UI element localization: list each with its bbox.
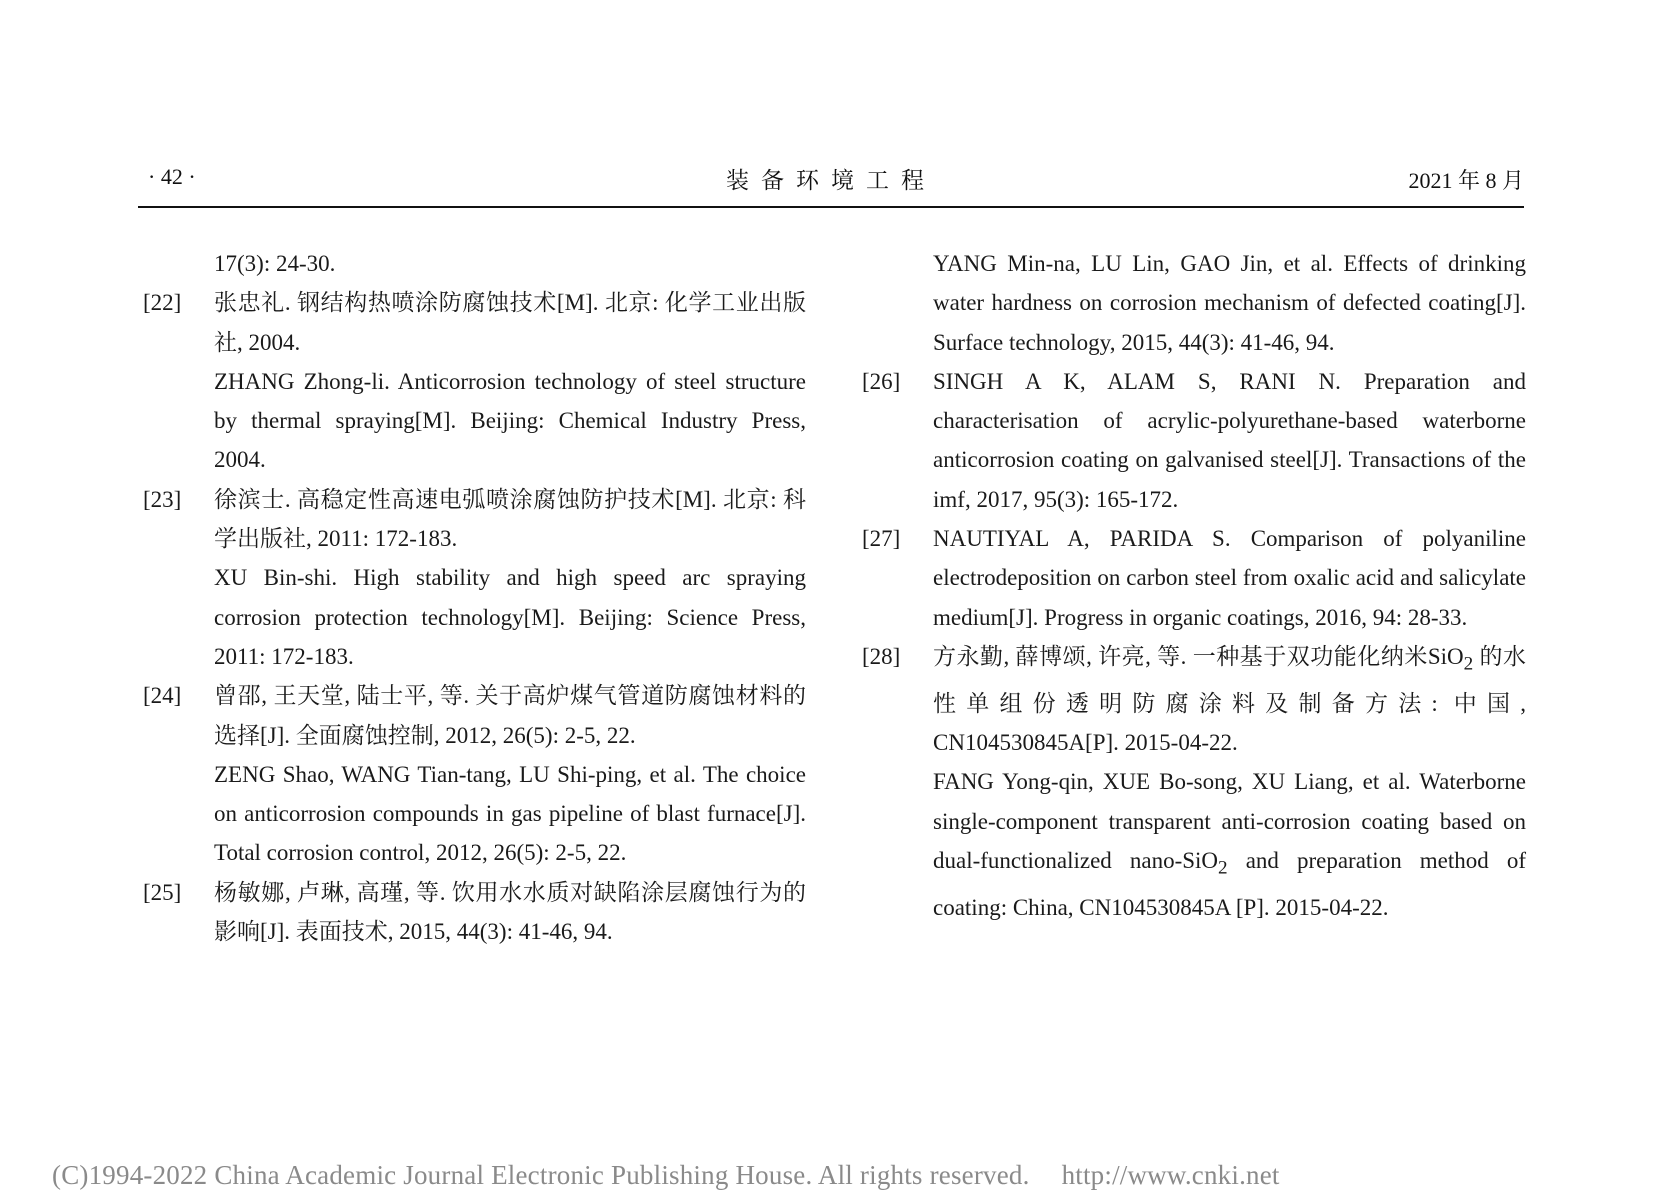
- reference-body: [214, 283, 806, 479]
- reference-24: [143, 676, 806, 872]
- reference-27: [862, 519, 1526, 637]
- reference-25: [143, 873, 806, 952]
- reference-english-part: FANG Yong-qin, XUE Bo-song, XU Liang, et al. Waterborne single-component transparent anti-corrosion coating based on dual-functionalized nano-SiO: [933, 769, 1526, 874]
- reference-english: [933, 762, 1526, 927]
- running-header: [138, 160, 1524, 200]
- reference-body: [933, 637, 1526, 927]
- left-column: [143, 244, 806, 951]
- subscript: 2: [1463, 653, 1474, 675]
- reference-body: [214, 873, 806, 952]
- reference-number: [23]: [143, 486, 182, 512]
- copyright-footer: [52, 1160, 1612, 1191]
- cnki-link[interactable]: http://www.cnki.net: [1061, 1160, 1280, 1190]
- copyright-text: (C)1994-2022 China Academic Journal Electronic Publishing House. All rights reserved.: [52, 1160, 1030, 1190]
- reference-body: [933, 519, 1526, 637]
- reference-number: [28]: [862, 643, 901, 669]
- reference-number: [27]: [862, 526, 901, 552]
- reference-number: [24]: [143, 683, 182, 709]
- reference-body: [933, 362, 1526, 519]
- journal-title: 装备环境工程: [726, 168, 936, 193]
- reference-body: [214, 676, 806, 872]
- page-number: · 42 ·: [148, 164, 196, 189]
- right-column: [862, 244, 1526, 927]
- reference-number: [25]: [143, 879, 182, 905]
- reference-continuation: 17(3): 24-30.: [214, 251, 336, 276]
- reference-english: NAUTIYAL A, PARIDA S. Comparison of polyaniline electrodeposition on carbon steel from oxalic acid and salicylate medium[J]. Progress in organic coatings, 2016, 94: 28-33.: [933, 526, 1526, 630]
- reference-26: [862, 362, 1526, 519]
- reference-english: ZENG Shao, WANG Tian-tang, LU Shi-ping, et al. The choice on anticorrosion compounds in gas pipeline of blast furnace[J]. Total corrosion control, 2012, 26(5): 2-5, 22.: [214, 761, 806, 866]
- subscript: 2: [1218, 857, 1228, 879]
- reference-chinese: 徐滨士. 高稳定性高速电弧喷涂腐蚀防护技术[M]. 北京: 科学出版社, 2011: 172-183.: [214, 486, 806, 552]
- issue-date: 2021 年 8 月: [1408, 168, 1524, 193]
- reference-number: [26]: [862, 368, 901, 394]
- header-rule: [138, 206, 1524, 208]
- reference-28: [862, 637, 1526, 927]
- reference-number: [22]: [143, 290, 182, 316]
- reference-continuation: YANG Min-na, LU Lin, GAO Jin, et al. Effects of drinking water hardness on corrosion mechanism of defected coating[J]. Surface technology, 2015, 44(3): 41-46, 94.: [933, 251, 1526, 355]
- reference-23: [143, 480, 806, 676]
- reference-english: XU Bin-shi. High stability and high speed arc spraying corrosion protection technology[M]. Beijing: Science Press, 2011: 172-183.: [214, 565, 806, 669]
- reference-english-part: and preparation method of coating: China, CN104530845A [P]. 2015-04-22.: [933, 848, 1526, 920]
- reference-chinese: 杨敏娜, 卢琳, 高瑾, 等. 饮用水水质对缺陷涂层腐蚀行为的影响[J]. 表面技术, 2015, 44(3): 41-46, 94.: [214, 879, 806, 945]
- reference-chinese-part: 方永勤, 薛博颂, 许亮, 等. 一种基于双功能化纳米SiO: [933, 643, 1464, 669]
- reference-english: SINGH A K, ALAM S, RANI N. Preparation and characterisation of acrylic-polyurethane-based waterborne anticorrosion coating on galvanised steel[J]. Transactions of the imf, 2017, 95(3): 165-172.: [933, 368, 1526, 512]
- reference-chinese-part: 的水性单组份透明防腐涂料及制备方法: 中国, CN104530845A[P]. 2015-04-22.: [933, 643, 1526, 756]
- reference-22: [143, 283, 806, 479]
- reference-chinese: 张忠礼. 钢结构热喷涂防腐蚀技术[M]. 北京: 化学工业出版社, 2004.: [214, 290, 806, 355]
- reference-english: ZHANG Zhong-li. Anticorrosion technology of steel structure by thermal spraying[M]. Beijing: Chemical Industry Press, 2004.: [214, 368, 806, 473]
- reference-body: [214, 480, 806, 676]
- reference-chinese: 曾邵, 王天堂, 陆士平, 等. 关于高炉煤气管道防腐蚀材料的选择[J]. 全面腐蚀控制, 2012, 26(5): 2-5, 22.: [214, 683, 806, 748]
- reference-chinese: [933, 637, 1526, 762]
